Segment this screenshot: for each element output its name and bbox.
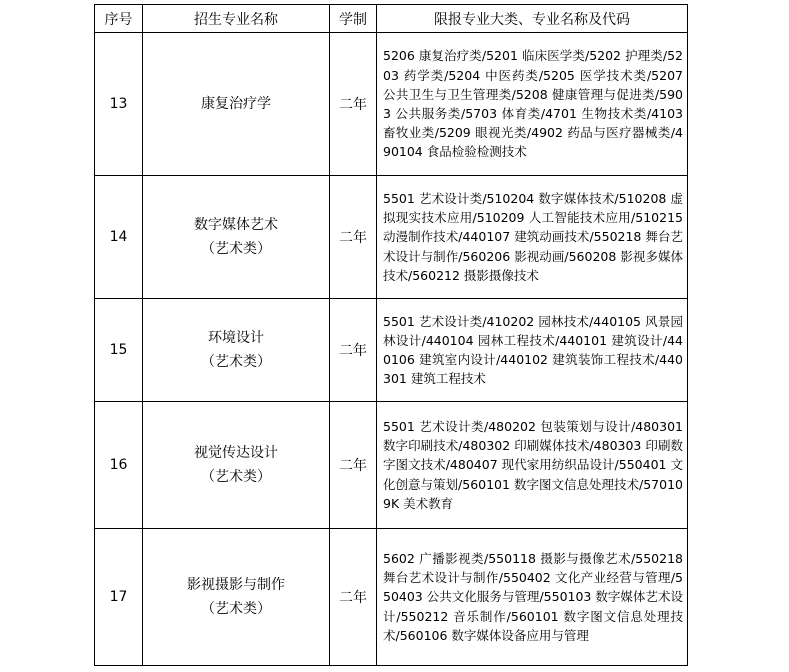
serial-number: 15 — [95, 299, 143, 402]
header-eligible-majors: 限报专业大类、专业名称及代码 — [377, 5, 688, 33]
serial-number: 14 — [95, 176, 143, 299]
table-row — [95, 529, 688, 666]
major-category: （艺术类） — [201, 469, 271, 485]
table-row — [95, 402, 688, 529]
major-name: 影视摄影与制作 — [187, 577, 285, 593]
duration: 二年 — [330, 33, 377, 176]
eligible-majors: 5602 广播影视类/550118 摄影与摄像艺术/550218 舞台艺术设计与制作/550402 文化产业经营与管理/550403 公共文化服务与管理/550103 数字媒体艺术设计/550212 音乐制作/560101 数字图文信息处理技术/560106 数字媒体设备应用与管理 — [377, 529, 688, 666]
table-row — [95, 299, 688, 402]
major-name-cell — [143, 402, 330, 529]
header-serial-number: 序号 — [95, 5, 143, 33]
header-row — [95, 5, 688, 33]
eligible-majors: 5501 艺术设计类/480202 包装策划与设计/480301 数字印刷技术/480302 印刷媒体技术/480303 印刷数字图文技术/480407 现代家用纺织品设计/550401 文化创意与策划/560101 数字图文信息处理技术/570109K 美术教育 — [377, 402, 688, 529]
duration: 二年 — [330, 299, 377, 402]
table-row — [95, 176, 688, 299]
major-name-cell — [143, 299, 330, 402]
major-name: 康复治疗学 — [201, 96, 271, 112]
duration: 二年 — [330, 529, 377, 666]
duration: 二年 — [330, 176, 377, 299]
serial-number: 13 — [95, 33, 143, 176]
eligible-majors: 5501 艺术设计类/510204 数字媒体技术/510208 虚拟现实技术应用/510209 人工智能技术应用/510215 动漫制作技术/440107 建筑动画技术/550218 舞台艺术设计与制作/560206 影视动画/560208 影视多媒体技术/560212 摄影摄像技术 — [377, 176, 688, 299]
major-category: （艺术类） — [201, 601, 271, 617]
table-row — [95, 33, 688, 176]
eligible-majors: 5206 康复治疗类/5201 临床医学类/5202 护理类/5203 药学类/5204 中医药类/5205 医学技术类/5207 公共卫生与卫生管理类/5208 健康管理与促进类/5903 公共服务类/5703 体育类/4701 生物技术类/4103 畜牧业类/5209 眼视光类/4902 药品与医疗器械类/490104 食品检验检测技术 — [377, 33, 688, 176]
major-name: 视觉传达设计 — [194, 445, 278, 461]
header-major-name: 招生专业名称 — [143, 5, 330, 33]
major-name-cell — [143, 529, 330, 666]
major-category: （艺术类） — [201, 354, 271, 370]
duration: 二年 — [330, 402, 377, 529]
major-name-cell — [143, 176, 330, 299]
serial-number: 16 — [95, 402, 143, 529]
major-name: 数字媒体艺术 — [194, 217, 278, 233]
admissions-table — [94, 4, 688, 666]
major-name: 环境设计 — [208, 330, 264, 346]
serial-number: 17 — [95, 529, 143, 666]
major-name-cell — [143, 33, 330, 176]
header-duration: 学制 — [330, 5, 377, 33]
major-category: （艺术类） — [201, 241, 271, 257]
eligible-majors: 5501 艺术设计类/410202 园林技术/440105 风景园林设计/440104 园林工程技术/440101 建筑设计/440106 建筑室内设计/440102 建筑装饰工程技术/440301 建筑工程技术 — [377, 299, 688, 402]
